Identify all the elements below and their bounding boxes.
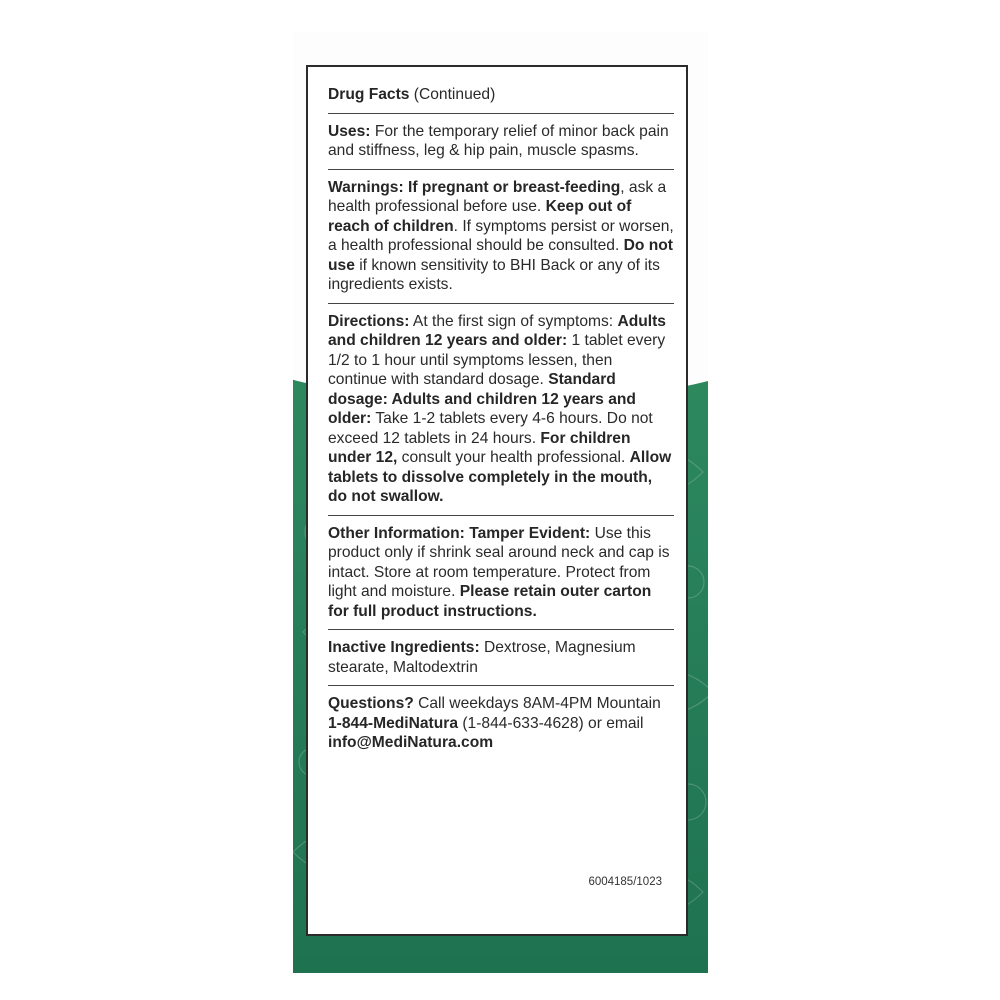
directions-text-2: 1 tablet every 1/2 to 1 hour until symptoms lessen, then continue with standard dosage.	[328, 332, 666, 388]
other-info-bold-1: Please retain outer carton for full product instructions.	[328, 583, 652, 620]
questions-section	[328, 685, 674, 761]
heading-title: Drug Facts	[328, 86, 410, 103]
directions-bold-1: Adults and children 12 years and older:	[328, 312, 666, 349]
other-info-text-1: Use this product only if shrink seal around neck and cap is intact. Store at room temperature. Protect from light and moisture.	[328, 524, 670, 600]
uses-label: Uses:	[328, 122, 371, 140]
questions-text-2: (1-844-633-4628) or email	[458, 714, 644, 732]
directions-bold-2: Standard dosage: Adults and children 12 years and older:	[328, 371, 636, 427]
warnings-text-1: , ask a health professional before use.	[328, 178, 667, 215]
inactive-label: Inactive Ingredients:	[328, 639, 480, 656]
directions-section	[328, 303, 674, 515]
questions-text-1: Call weekdays 8AM-4PM Mountain	[413, 695, 661, 712]
directions-bold-3: For children under 12,	[328, 429, 631, 466]
questions-label: Questions?	[328, 695, 414, 712]
lot-code: 6004185/1023	[588, 876, 662, 888]
drug-facts-panel	[306, 65, 688, 936]
warnings-bold-1: If pregnant or breast-feeding	[403, 178, 621, 196]
warnings-label: Warnings:	[328, 178, 404, 196]
directions-text-3: Take 1-2 tablets every 4-6 hours. Do not exceed 12 tablets in 24 hours.	[328, 410, 653, 447]
other-info-label: Other Information: Tamper Evident:	[328, 524, 591, 542]
warnings-section	[328, 169, 674, 303]
warnings-text-2: . If symptoms persist or worsen, a health professional should be consulted.	[328, 217, 674, 254]
directions-text-1: At the first sign of symptoms:	[409, 312, 618, 330]
warnings-text-3: if known sensitivity to BHI Back or any of its ingredients exists.	[328, 256, 660, 293]
questions-email: info@MediNatura.com	[328, 734, 494, 751]
drug-facts-content	[328, 85, 674, 761]
questions-phone: 1-844-MediNatura	[328, 714, 458, 732]
drug-facts-heading	[328, 85, 674, 105]
directions-bold-4: Allow tablets to dissolve completely in the mouth, do not swallow.	[328, 449, 672, 505]
heading-subtitle: (Continued)	[413, 86, 496, 103]
directions-text-4: consult your health professional.	[397, 449, 630, 466]
uses-section	[328, 113, 674, 169]
directions-label: Directions:	[328, 312, 410, 330]
inactive-ingredients-section	[328, 629, 674, 685]
other-information-section	[328, 515, 674, 630]
inactive-text: Dextrose, Magnesium stearate, Maltodextrin	[328, 639, 636, 676]
uses-text: For the temporary relief of minor back pain and stiffness, leg & hip pain, muscle spasms.	[328, 122, 669, 159]
warnings-bold-3: Do not use	[328, 237, 673, 274]
warnings-bold-2: Keep out of reach of children	[328, 198, 632, 235]
